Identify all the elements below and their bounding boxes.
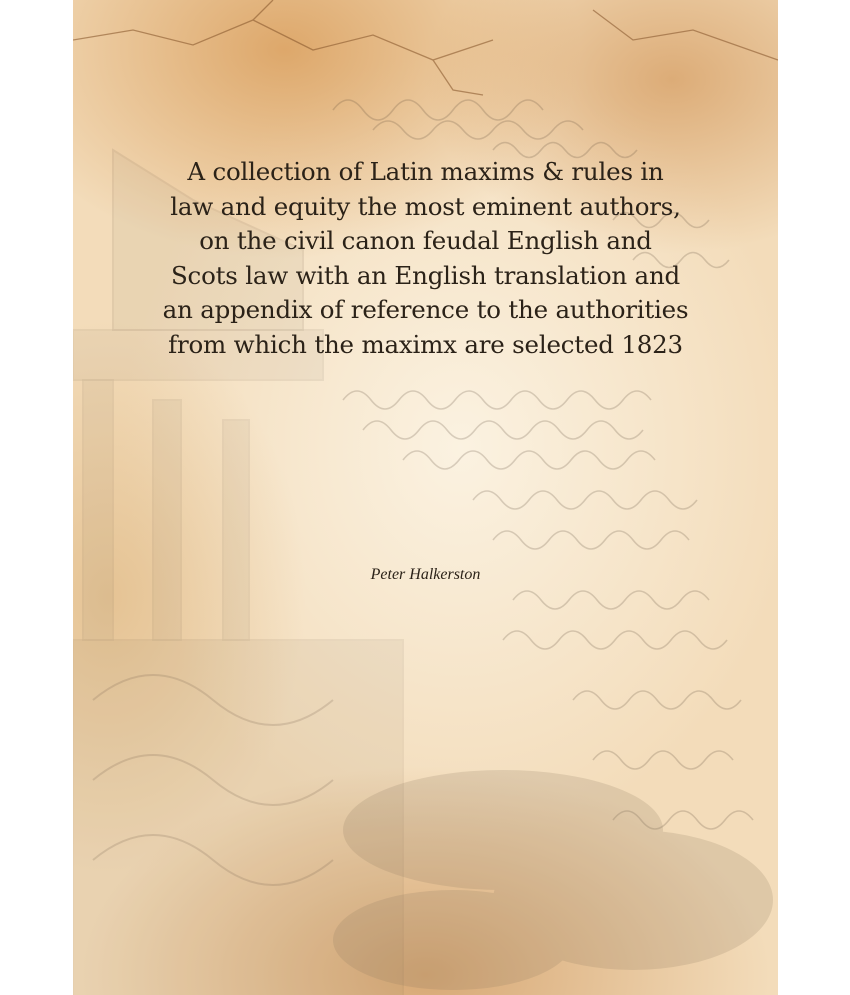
cover-background-illustration (73, 0, 778, 995)
title-line: A collection of Latin maxims & rules in (187, 157, 664, 186)
title-line: law and equity the most eminent authors, (170, 191, 681, 221)
title-line: on the civil canon feudal English and (199, 226, 652, 255)
title-line: Scots law with an English translation and (170, 260, 681, 290)
book-cover (73, 0, 778, 995)
title-line: from which the maximx are selected 1823 (168, 329, 683, 359)
book-author: Peter Halkerston (370, 566, 481, 583)
title-line: an appendix of reference to the authorities (162, 295, 689, 324)
book-title (73, 155, 778, 362)
